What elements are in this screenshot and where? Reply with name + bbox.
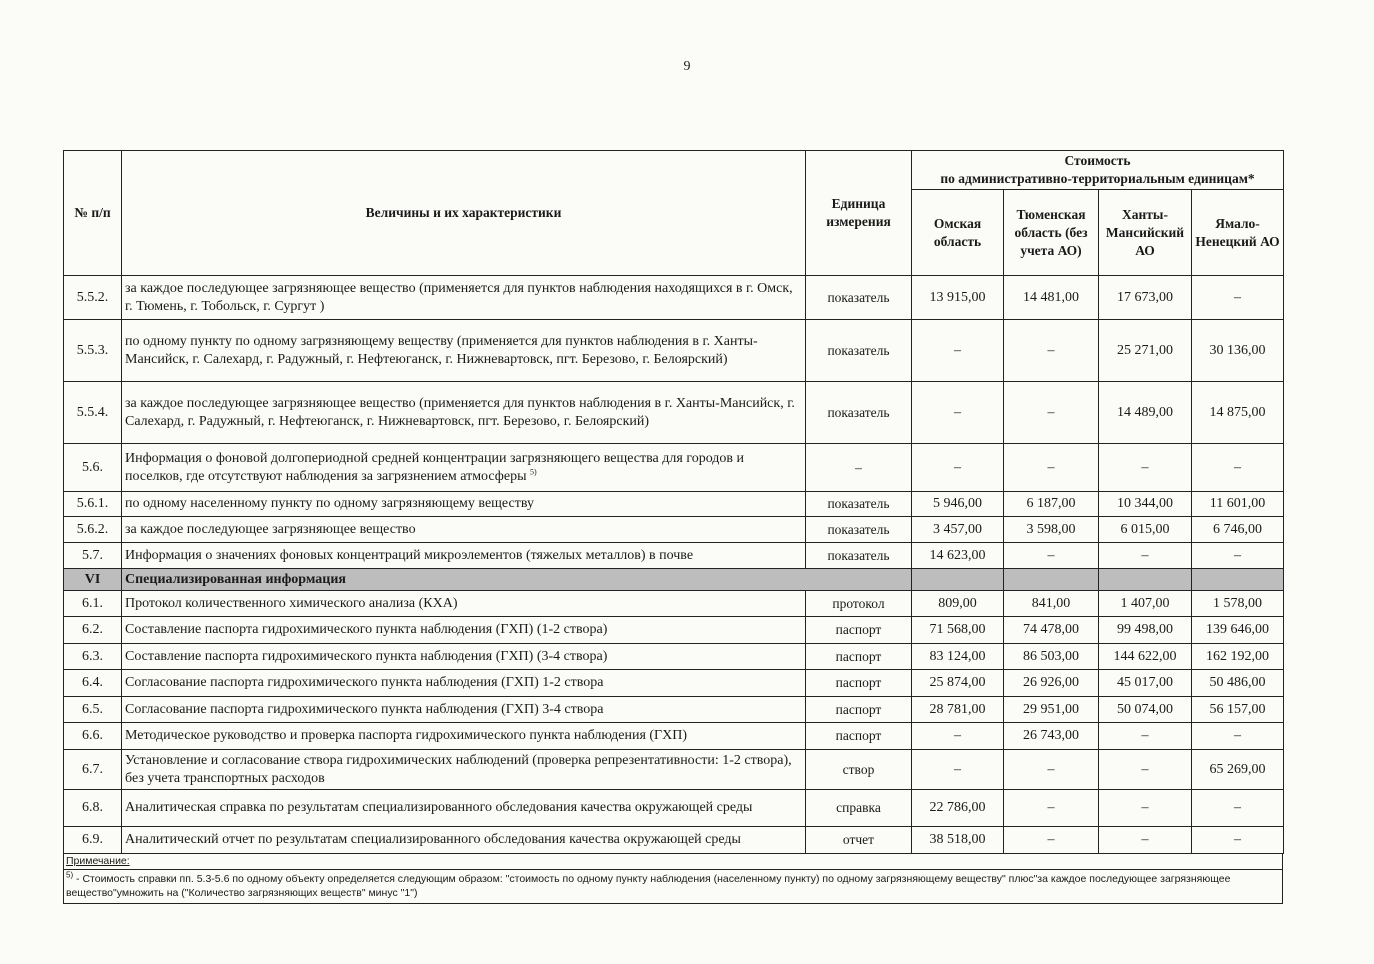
note-text: - Стоимость справки пп. 5.3-5.6 по одному объекту определяется следующим образом: "стоимость по одному пункту наблюдения (населенному пункту) по одному загрязняющему веществу" плюс"за каждое последующее загрязняющее вещество"умножить на ("Количество загрязняющих веществ" минус "1") <box>66 873 1231 899</box>
row-value: 56 157,00 <box>1192 697 1284 723</box>
note-marker: 5) <box>66 870 74 880</box>
row-value: 1 407,00 <box>1099 591 1192 617</box>
row-value: 13 915,00 <box>912 276 1004 320</box>
row-value: – <box>1099 790 1192 827</box>
row-description <box>122 517 806 543</box>
row-description <box>122 670 806 697</box>
row-number: 5.6.1. <box>64 492 122 517</box>
row-value: 10 344,00 <box>1099 492 1192 517</box>
note-box <box>63 854 1283 904</box>
table-row <box>64 644 1284 670</box>
header-cost <box>912 151 1284 190</box>
row-value: – <box>1192 543 1284 569</box>
row-value: 1 578,00 <box>1192 591 1284 617</box>
table-row <box>64 790 1284 827</box>
row-value: 65 269,00 <box>1192 750 1284 790</box>
row-unit: показатель <box>806 517 912 543</box>
row-number: 5.6. <box>64 444 122 492</box>
row-value: – <box>1004 750 1099 790</box>
row-number: 6.9. <box>64 827 122 854</box>
row-description <box>122 382 806 444</box>
row-number: 6.5. <box>64 697 122 723</box>
row-value: – <box>1192 276 1284 320</box>
price-table-container <box>63 150 1283 904</box>
row-number: 6.4. <box>64 670 122 697</box>
row-unit: паспорт <box>806 723 912 750</box>
row-value: – <box>1099 543 1192 569</box>
row-number: 5.5.4. <box>64 382 122 444</box>
row-description <box>122 569 912 591</box>
row-unit: отчет <box>806 827 912 854</box>
table-row <box>64 697 1284 723</box>
row-description <box>122 617 806 644</box>
row-value: 14 623,00 <box>912 543 1004 569</box>
row-value: – <box>1004 790 1099 827</box>
row-value: 11 601,00 <box>1192 492 1284 517</box>
header-description: Величины и их характеристики <box>122 151 806 276</box>
row-value: – <box>1004 320 1099 382</box>
table-row <box>64 492 1284 517</box>
section-filler <box>912 569 1004 591</box>
row-value: 14 481,00 <box>1004 276 1099 320</box>
header-unit: Единица измерения <box>806 151 912 276</box>
row-value: 14 489,00 <box>1099 382 1192 444</box>
row-description <box>122 827 806 854</box>
row-value: 17 673,00 <box>1099 276 1192 320</box>
header-region: Ямало-Ненецкий АО <box>1192 190 1284 276</box>
table-row <box>64 276 1284 320</box>
row-description <box>122 723 806 750</box>
row-unit: справка <box>806 790 912 827</box>
row-value: – <box>1099 723 1192 750</box>
table-row <box>64 320 1284 382</box>
row-unit: паспорт <box>806 617 912 644</box>
row-unit: показатель <box>806 276 912 320</box>
row-value: 50 486,00 <box>1192 670 1284 697</box>
table-row <box>64 591 1284 617</box>
row-number: VI <box>64 569 122 591</box>
row-unit: показатель <box>806 382 912 444</box>
row-number: 6.2. <box>64 617 122 644</box>
table-row <box>64 723 1284 750</box>
row-value: – <box>1004 827 1099 854</box>
row-description-text: по одному населенному пункту по одному загрязняющему веществу <box>125 496 534 511</box>
row-number: 6.7. <box>64 750 122 790</box>
row-description <box>122 320 806 382</box>
row-number: 5.6.2. <box>64 517 122 543</box>
row-value: 809,00 <box>912 591 1004 617</box>
row-description <box>122 543 806 569</box>
row-value: – <box>1099 444 1192 492</box>
row-unit: показатель <box>806 492 912 517</box>
row-value: 25 874,00 <box>912 670 1004 697</box>
row-description <box>122 790 806 827</box>
row-description-text: Установление и согласование створа гидрохимических наблюдений (проверка репрезентативности: 1-2 створа), без учета транспортных расходов <box>125 752 792 786</box>
row-value: 25 271,00 <box>1099 320 1192 382</box>
row-value: 74 478,00 <box>1004 617 1099 644</box>
row-value: 83 124,00 <box>912 644 1004 670</box>
row-description-text: за каждое последующее загрязняющее вещество <box>125 521 416 537</box>
row-value: 139 646,00 <box>1192 617 1284 644</box>
section-row <box>64 569 1284 591</box>
row-description-text: Согласование паспорта гидрохимического пункта наблюдения (ГХП) 1-2 створа <box>125 675 604 690</box>
row-description-text: за каждое последующее загрязняющее вещество (применяется для пунктов наблюдения в г. Ханты-Мансийск, г. Салехард, г. Радужный, г. Нефтеюганск, г. Нижневартовск, пгт. Березово, г. Белоярский) <box>125 395 795 429</box>
row-description-text: за каждое последующее загрязняющее вещество (применяется для пунктов наблюдения находящихся в г. Омск, г. Тюмень, г. Тобольск, г. Сургут ) <box>125 280 793 314</box>
row-value: 26 926,00 <box>1004 670 1099 697</box>
note-body <box>64 870 1282 903</box>
table-body <box>64 276 1284 854</box>
row-unit: створ <box>806 750 912 790</box>
table-row <box>64 617 1284 644</box>
row-value: 144 622,00 <box>1099 644 1192 670</box>
row-description <box>122 444 806 492</box>
row-value: – <box>912 444 1004 492</box>
row-value: 86 503,00 <box>1004 644 1099 670</box>
row-value: – <box>1004 543 1099 569</box>
row-value: 26 743,00 <box>1004 723 1099 750</box>
row-value: 50 074,00 <box>1099 697 1192 723</box>
row-value: – <box>1192 827 1284 854</box>
row-description-text: Информация о значениях фоновых концентраций микроэлементов (тяжелых металлов) в почве <box>125 547 694 563</box>
row-value: 38 518,00 <box>912 827 1004 854</box>
header-num: № п/п <box>64 151 122 276</box>
table-row <box>64 750 1284 790</box>
row-description-text: Согласование паспорта гидрохимического пункта наблюдения (ГХП) 3-4 створа <box>125 701 604 717</box>
row-value: – <box>912 382 1004 444</box>
row-description <box>122 644 806 670</box>
row-value: – <box>1192 790 1284 827</box>
row-number: 5.5.3. <box>64 320 122 382</box>
row-value: 3 598,00 <box>1004 517 1099 543</box>
row-unit: – <box>806 444 912 492</box>
table-row <box>64 517 1284 543</box>
row-value: 28 781,00 <box>912 697 1004 723</box>
note-title: Примечание: <box>64 854 1282 870</box>
row-description-text: Протокол количественного химического анализа (КХА) <box>125 595 458 611</box>
section-filler <box>1004 569 1099 591</box>
header-cost-line1: Стоимость <box>1064 153 1131 168</box>
row-description-text: Аналитический отчет по результатам специализированного обследования качества окружающей среды <box>125 832 741 847</box>
footnote-marker: 5) <box>529 466 537 476</box>
row-description-text: по одному пункту по одному загрязняющему веществу (применяется для пунктов наблюдения в г. Ханты-Мансийск, г. Салехард, г. Радужный, г. Нефтеюганск, г. Нижневартовск, пгт. Березово, г. Белоярский) <box>125 333 758 367</box>
row-value: – <box>1099 827 1192 854</box>
row-value: 29 951,00 <box>1004 697 1099 723</box>
row-description <box>122 591 806 617</box>
row-description <box>122 276 806 320</box>
row-number: 6.1. <box>64 591 122 617</box>
row-value: – <box>1192 723 1284 750</box>
price-table <box>63 150 1284 854</box>
header-region: Тюменская область (без учета АО) <box>1004 190 1099 276</box>
row-description-text: Информация о фоновой долгопериодной средней концентрации загрязняющего вещества для городов и поселков, где отсутствуют наблюдения за загрязнением атмосферы <box>125 450 745 484</box>
row-value: – <box>1099 750 1192 790</box>
table-row <box>64 827 1284 854</box>
row-value: 71 568,00 <box>912 617 1004 644</box>
row-unit: показатель <box>806 320 912 382</box>
row-value: 14 875,00 <box>1192 382 1284 444</box>
row-value: – <box>1192 444 1284 492</box>
row-description-text: Специализированная информация <box>125 571 347 587</box>
row-value: – <box>1004 444 1099 492</box>
table-row <box>64 670 1284 697</box>
row-value: – <box>1004 382 1099 444</box>
table-row <box>64 543 1284 569</box>
page-number: 9 <box>683 59 691 74</box>
row-unit: паспорт <box>806 644 912 670</box>
row-value: 22 786,00 <box>912 790 1004 827</box>
row-value: 5 946,00 <box>912 492 1004 517</box>
row-unit: показатель <box>806 543 912 569</box>
row-description <box>122 697 806 723</box>
row-value: – <box>912 723 1004 750</box>
row-value: – <box>912 320 1004 382</box>
row-description-text: Методическое руководство и проверка паспорта гидрохимического пункта наблюдения (ГХП) <box>125 728 688 743</box>
row-description-text: Составление паспорта гидрохимического пункта наблюдения (ГХП) (1-2 створа) <box>125 622 608 637</box>
row-value: 6 015,00 <box>1099 517 1192 543</box>
section-filler <box>1099 569 1192 591</box>
header-region: Омская область <box>912 190 1004 276</box>
table-row <box>64 382 1284 444</box>
section-filler <box>1192 569 1284 591</box>
row-number: 6.6. <box>64 723 122 750</box>
table-row <box>64 444 1284 492</box>
row-number: 6.8. <box>64 790 122 827</box>
row-value: 6 187,00 <box>1004 492 1099 517</box>
row-value: 99 498,00 <box>1099 617 1192 644</box>
row-description-text: Составление паспорта гидрохимического пункта наблюдения (ГХП) (3-4 створа) <box>125 648 608 664</box>
row-description <box>122 750 806 790</box>
row-unit: паспорт <box>806 697 912 723</box>
row-unit: паспорт <box>806 670 912 697</box>
row-value: 45 017,00 <box>1099 670 1192 697</box>
header-cost-line2: по административно-территориальным единицам* <box>940 171 1255 186</box>
row-value: 30 136,00 <box>1192 320 1284 382</box>
row-value: 6 746,00 <box>1192 517 1284 543</box>
row-number: 6.3. <box>64 644 122 670</box>
row-value: 841,00 <box>1004 591 1099 617</box>
row-unit: протокол <box>806 591 912 617</box>
header-region: Ханты-Мансийский АО <box>1099 190 1192 276</box>
row-number: 5.7. <box>64 543 122 569</box>
row-value: 3 457,00 <box>912 517 1004 543</box>
row-description <box>122 492 806 517</box>
row-number: 5.5.2. <box>64 276 122 320</box>
row-value: 162 192,00 <box>1192 644 1284 670</box>
row-description-text: Аналитическая справка по результатам специализированного обследования качества окружающей среды <box>125 800 753 815</box>
row-value: – <box>912 750 1004 790</box>
